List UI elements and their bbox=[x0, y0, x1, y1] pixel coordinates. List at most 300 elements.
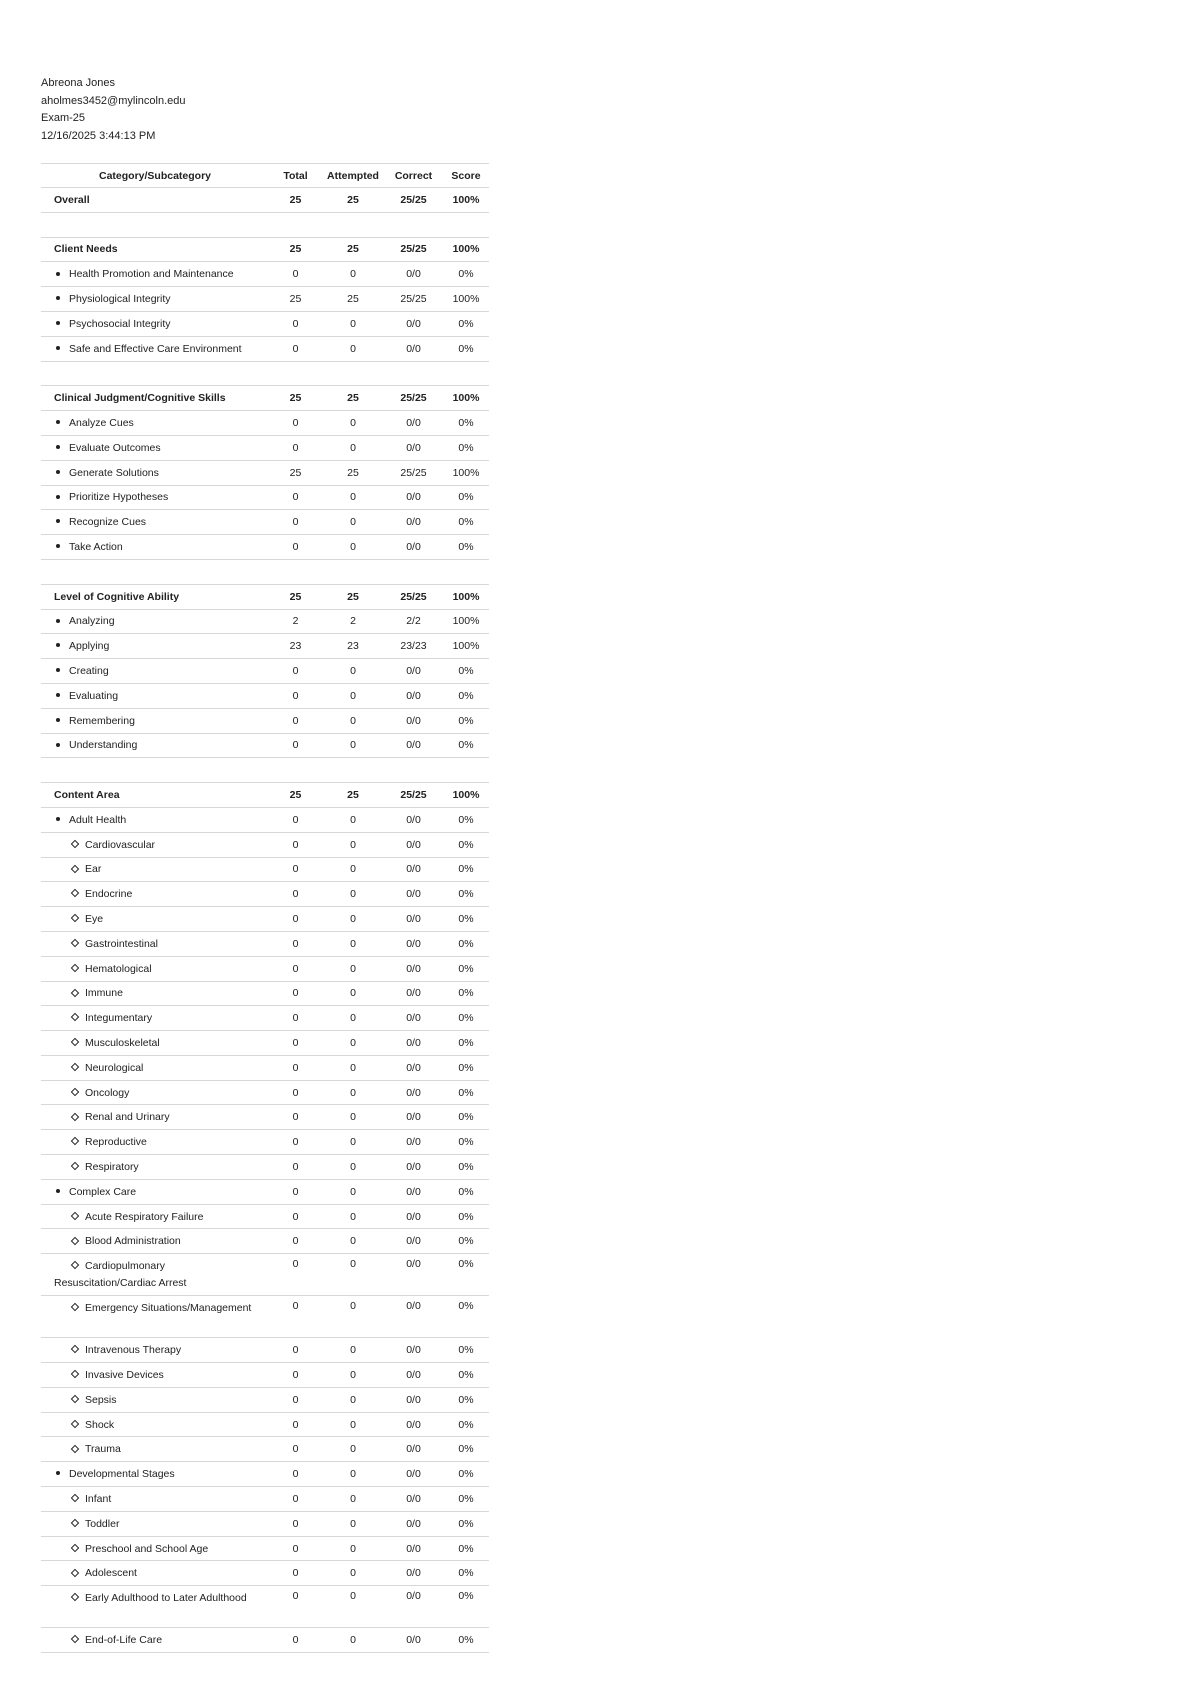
correct-cell: 0/0 bbox=[384, 659, 443, 684]
score-cell: 0% bbox=[443, 807, 489, 832]
table-row bbox=[41, 1387, 489, 1412]
category-cell bbox=[41, 1487, 269, 1512]
correct-cell: 0/0 bbox=[384, 1487, 443, 1512]
correct-cell: 0/0 bbox=[384, 485, 443, 510]
diamond-bullet-icon bbox=[72, 1634, 85, 1646]
attempted-cell: 25 bbox=[322, 783, 384, 808]
category-cell bbox=[41, 634, 269, 659]
correct-cell: 0/0 bbox=[384, 683, 443, 708]
category-cell bbox=[41, 510, 269, 535]
category-label: Level of Cognitive Ability bbox=[54, 590, 180, 603]
total-cell: 0 bbox=[269, 807, 322, 832]
category-cell bbox=[41, 188, 269, 213]
attempted-cell: 0 bbox=[322, 1006, 384, 1031]
score-cell: 0% bbox=[443, 733, 489, 758]
category-label: Prioritize Hypotheses bbox=[69, 491, 169, 504]
bullet-icon bbox=[56, 467, 69, 479]
category-cell bbox=[41, 485, 269, 510]
category-label: Neurological bbox=[85, 1061, 144, 1074]
category-label: Immune bbox=[85, 987, 123, 1000]
attempted-cell: 25 bbox=[322, 287, 384, 312]
section-spacer bbox=[41, 559, 489, 584]
table-row bbox=[41, 311, 489, 336]
category-label: Evaluate Outcomes bbox=[69, 441, 161, 454]
category-label: Integumentary bbox=[85, 1012, 153, 1025]
attempted-cell: 0 bbox=[322, 1363, 384, 1388]
bullet-icon bbox=[56, 343, 69, 355]
correct-cell: 0/0 bbox=[384, 708, 443, 733]
score-cell: 0% bbox=[443, 931, 489, 956]
table-row bbox=[41, 907, 489, 932]
score-cell: 0% bbox=[443, 1511, 489, 1536]
total-cell: 0 bbox=[269, 262, 322, 287]
column-header-total: Total bbox=[269, 164, 322, 188]
exam-name: Exam-25 bbox=[41, 112, 86, 124]
category-cell bbox=[41, 262, 269, 287]
bullet-icon bbox=[56, 665, 69, 677]
table-body bbox=[41, 188, 489, 1653]
bullet-icon bbox=[56, 318, 69, 330]
total-cell: 0 bbox=[269, 1363, 322, 1388]
table-row bbox=[41, 981, 489, 1006]
category-label: Adolescent bbox=[85, 1567, 137, 1580]
table-row bbox=[41, 857, 489, 882]
correct-cell: 0/0 bbox=[384, 832, 443, 857]
category-cell bbox=[41, 683, 269, 708]
score-cell: 0% bbox=[443, 683, 489, 708]
attempted-cell: 0 bbox=[322, 956, 384, 981]
table-row bbox=[41, 1536, 489, 1561]
score-cell: 0% bbox=[443, 1586, 489, 1628]
spacer-cell bbox=[41, 212, 489, 237]
score-cell: 0% bbox=[443, 1437, 489, 1462]
category-cell bbox=[41, 981, 269, 1006]
total-cell: 0 bbox=[269, 1487, 322, 1512]
bullet-icon bbox=[56, 293, 69, 305]
score-cell: 0% bbox=[443, 510, 489, 535]
category-label: Cardiopulmonary Resuscitation/Cardiac Arrest bbox=[54, 1260, 187, 1290]
table-row bbox=[41, 956, 489, 981]
correct-cell: 0/0 bbox=[384, 1055, 443, 1080]
table-row bbox=[41, 832, 489, 857]
score-cell: 0% bbox=[443, 659, 489, 684]
attempted-cell: 0 bbox=[322, 1080, 384, 1105]
correct-cell: 0/0 bbox=[384, 931, 443, 956]
column-header-correct: Correct bbox=[384, 164, 443, 188]
table-row bbox=[41, 535, 489, 560]
correct-cell: 0/0 bbox=[384, 1155, 443, 1180]
diamond-bullet-icon bbox=[72, 1369, 85, 1381]
category-label: Trauma bbox=[85, 1443, 121, 1456]
bullet-icon bbox=[56, 615, 69, 627]
student-email: aholmes3452@mylincoln.edu bbox=[41, 94, 186, 107]
category-summary-row bbox=[41, 783, 489, 808]
score-cell: 0% bbox=[443, 1412, 489, 1437]
total-cell: 0 bbox=[269, 1387, 322, 1412]
category-cell bbox=[41, 311, 269, 336]
score-cell: 0% bbox=[443, 1338, 489, 1363]
total-cell: 0 bbox=[269, 1179, 322, 1204]
table-row bbox=[41, 1031, 489, 1056]
attempted-cell: 0 bbox=[322, 1055, 384, 1080]
category-cell bbox=[41, 435, 269, 460]
total-cell: 0 bbox=[269, 659, 322, 684]
bullet-icon bbox=[56, 268, 69, 280]
category-label: Cardiovascular bbox=[85, 838, 156, 851]
correct-cell: 0/0 bbox=[384, 1006, 443, 1031]
category-label: Applying bbox=[69, 640, 110, 653]
category-cell bbox=[41, 1080, 269, 1105]
diamond-bullet-icon bbox=[72, 1300, 85, 1317]
score-cell: 100% bbox=[443, 609, 489, 634]
table-row bbox=[41, 1229, 489, 1254]
category-label: Health Promotion and Maintenance bbox=[69, 268, 234, 281]
table-row bbox=[41, 1412, 489, 1437]
score-cell: 0% bbox=[443, 1204, 489, 1229]
category-label: Developmental Stages bbox=[69, 1468, 175, 1481]
table-header-row bbox=[41, 164, 489, 188]
score-cell: 0% bbox=[443, 832, 489, 857]
category-cell bbox=[41, 1511, 269, 1536]
diamond-bullet-icon bbox=[72, 1111, 85, 1123]
total-cell: 0 bbox=[269, 1229, 322, 1254]
bullet-icon bbox=[56, 690, 69, 702]
attempted-cell: 0 bbox=[322, 708, 384, 733]
correct-cell: 25/25 bbox=[384, 460, 443, 485]
correct-cell: 23/23 bbox=[384, 634, 443, 659]
diamond-bullet-icon bbox=[72, 1493, 85, 1505]
score-cell: 0% bbox=[443, 1229, 489, 1254]
correct-cell: 0/0 bbox=[384, 1130, 443, 1155]
total-cell: 0 bbox=[269, 931, 322, 956]
diamond-bullet-icon bbox=[72, 1087, 85, 1099]
category-label: Understanding bbox=[69, 739, 138, 752]
table-row bbox=[41, 510, 489, 535]
spacer-cell bbox=[41, 758, 489, 783]
correct-cell: 0/0 bbox=[384, 956, 443, 981]
diamond-bullet-icon bbox=[72, 1344, 85, 1356]
category-cell bbox=[41, 1155, 269, 1180]
correct-cell: 25/25 bbox=[384, 188, 443, 213]
correct-cell: 0/0 bbox=[384, 1229, 443, 1254]
attempted-cell: 0 bbox=[322, 907, 384, 932]
score-cell: 0% bbox=[443, 882, 489, 907]
table-row bbox=[41, 1155, 489, 1180]
category-cell bbox=[41, 1179, 269, 1204]
diamond-bullet-icon bbox=[72, 1518, 85, 1530]
correct-cell: 0/0 bbox=[384, 882, 443, 907]
correct-cell: 0/0 bbox=[384, 262, 443, 287]
diamond-bullet-icon bbox=[72, 1136, 85, 1148]
attempted-cell: 0 bbox=[322, 683, 384, 708]
score-cell: 100% bbox=[443, 237, 489, 262]
category-label: Musculoskeletal bbox=[85, 1036, 160, 1049]
total-cell: 0 bbox=[269, 1338, 322, 1363]
diamond-bullet-icon bbox=[72, 1394, 85, 1406]
category-cell bbox=[41, 1363, 269, 1388]
category-label: Generate Solutions bbox=[69, 466, 159, 479]
spacer-cell bbox=[41, 361, 489, 386]
diamond-bullet-icon bbox=[72, 1012, 85, 1024]
diamond-bullet-icon bbox=[72, 1062, 85, 1074]
bullet-icon bbox=[56, 442, 69, 454]
total-cell: 0 bbox=[269, 1006, 322, 1031]
correct-cell: 0/0 bbox=[384, 1338, 443, 1363]
attempted-cell: 0 bbox=[322, 1586, 384, 1628]
category-cell bbox=[41, 1586, 269, 1628]
category-label: Eye bbox=[85, 913, 104, 925]
category-label: Oncology bbox=[85, 1086, 130, 1099]
score-cell: 100% bbox=[443, 188, 489, 213]
category-cell bbox=[41, 1536, 269, 1561]
category-cell bbox=[41, 1130, 269, 1155]
attempted-cell: 0 bbox=[322, 1254, 384, 1296]
diamond-bullet-icon bbox=[72, 1567, 85, 1579]
attempted-cell: 0 bbox=[322, 535, 384, 560]
total-cell: 0 bbox=[269, 1055, 322, 1080]
category-cell bbox=[41, 907, 269, 932]
category-cell bbox=[41, 882, 269, 907]
column-header-category: Category/Subcategory bbox=[41, 164, 269, 188]
category-label: Acute Respiratory Failure bbox=[85, 1210, 204, 1223]
category-cell bbox=[41, 1462, 269, 1487]
total-cell: 0 bbox=[269, 435, 322, 460]
category-label: Adult Health bbox=[69, 813, 127, 826]
bullet-icon bbox=[56, 491, 69, 503]
diamond-bullet-icon bbox=[72, 987, 85, 999]
score-cell: 100% bbox=[443, 460, 489, 485]
total-cell: 0 bbox=[269, 1254, 322, 1296]
score-cell: 0% bbox=[443, 1055, 489, 1080]
attempted-cell: 0 bbox=[322, 262, 384, 287]
score-cell: 0% bbox=[443, 1254, 489, 1296]
correct-cell: 0/0 bbox=[384, 1561, 443, 1586]
attempted-cell: 0 bbox=[322, 510, 384, 535]
total-cell: 0 bbox=[269, 981, 322, 1006]
table-row bbox=[41, 1204, 489, 1229]
table-row bbox=[41, 882, 489, 907]
bullet-icon bbox=[56, 516, 69, 528]
correct-cell: 0/0 bbox=[384, 336, 443, 361]
correct-cell: 0/0 bbox=[384, 510, 443, 535]
correct-cell: 25/25 bbox=[384, 386, 443, 411]
attempted-cell: 0 bbox=[322, 411, 384, 436]
table-row bbox=[41, 411, 489, 436]
category-cell bbox=[41, 237, 269, 262]
table-row bbox=[41, 1628, 489, 1653]
table-row bbox=[41, 1055, 489, 1080]
total-cell: 0 bbox=[269, 832, 322, 857]
correct-cell: 0/0 bbox=[384, 733, 443, 758]
correct-cell: 0/0 bbox=[384, 535, 443, 560]
diamond-bullet-icon bbox=[72, 839, 85, 851]
correct-cell: 0/0 bbox=[384, 1536, 443, 1561]
diamond-bullet-icon bbox=[72, 863, 85, 875]
category-cell bbox=[41, 386, 269, 411]
score-cell: 0% bbox=[443, 981, 489, 1006]
total-cell: 2 bbox=[269, 609, 322, 634]
bullet-icon bbox=[56, 640, 69, 652]
attempted-cell: 2 bbox=[322, 609, 384, 634]
total-cell: 0 bbox=[269, 907, 322, 932]
score-cell: 100% bbox=[443, 634, 489, 659]
category-label: Take Action bbox=[69, 541, 123, 554]
total-cell: 0 bbox=[269, 411, 322, 436]
total-cell: 0 bbox=[269, 708, 322, 733]
category-label: Complex Care bbox=[69, 1185, 137, 1198]
total-cell: 0 bbox=[269, 311, 322, 336]
total-cell: 0 bbox=[269, 882, 322, 907]
correct-cell: 0/0 bbox=[384, 857, 443, 882]
score-cell: 0% bbox=[443, 1462, 489, 1487]
total-cell: 0 bbox=[269, 1130, 322, 1155]
section-spacer bbox=[41, 212, 489, 237]
diamond-bullet-icon bbox=[72, 913, 85, 925]
category-cell bbox=[41, 584, 269, 609]
score-cell: 0% bbox=[443, 956, 489, 981]
attempted-cell: 0 bbox=[322, 1204, 384, 1229]
score-cell: 0% bbox=[443, 1487, 489, 1512]
category-cell bbox=[41, 1254, 269, 1296]
category-summary-row bbox=[41, 188, 489, 213]
report-timestamp: 12/16/2025 3:44:13 PM bbox=[41, 129, 156, 142]
bullet-icon bbox=[56, 1186, 69, 1198]
score-cell: 0% bbox=[443, 1561, 489, 1586]
category-label: Early Adulthood to Later Adulthood bbox=[85, 1592, 247, 1605]
table-row bbox=[41, 435, 489, 460]
score-cell: 0% bbox=[443, 485, 489, 510]
category-label: Evaluating bbox=[69, 689, 119, 702]
correct-cell: 0/0 bbox=[384, 1254, 443, 1296]
table-row bbox=[41, 262, 489, 287]
correct-cell: 0/0 bbox=[384, 1296, 443, 1338]
category-cell bbox=[41, 1006, 269, 1031]
score-cell: 0% bbox=[443, 1363, 489, 1388]
attempted-cell: 0 bbox=[322, 311, 384, 336]
attempted-cell: 0 bbox=[322, 1437, 384, 1462]
attempted-cell: 0 bbox=[322, 1387, 384, 1412]
category-label: Client Needs bbox=[54, 243, 118, 256]
bullet-icon bbox=[56, 417, 69, 429]
table-row bbox=[41, 931, 489, 956]
attempted-cell: 0 bbox=[322, 485, 384, 510]
category-label: Analyzing bbox=[69, 615, 115, 628]
diamond-bullet-icon bbox=[72, 1419, 85, 1431]
bullet-icon bbox=[56, 541, 69, 553]
category-cell bbox=[41, 1412, 269, 1437]
category-label: Intravenous Therapy bbox=[85, 1344, 182, 1357]
total-cell: 23 bbox=[269, 634, 322, 659]
table-row bbox=[41, 733, 489, 758]
total-cell: 0 bbox=[269, 1105, 322, 1130]
correct-cell: 0/0 bbox=[384, 1511, 443, 1536]
category-label: Remembering bbox=[69, 714, 135, 727]
category-cell bbox=[41, 1561, 269, 1586]
section-spacer bbox=[41, 758, 489, 783]
table-row bbox=[41, 287, 489, 312]
attempted-cell: 0 bbox=[322, 1536, 384, 1561]
attempted-cell: 0 bbox=[322, 1511, 384, 1536]
correct-cell: 2/2 bbox=[384, 609, 443, 634]
table-row bbox=[41, 460, 489, 485]
category-label: Renal and Urinary bbox=[85, 1111, 170, 1124]
correct-cell: 0/0 bbox=[384, 1628, 443, 1653]
total-cell: 25 bbox=[269, 460, 322, 485]
score-cell: 0% bbox=[443, 1105, 489, 1130]
correct-cell: 0/0 bbox=[384, 1363, 443, 1388]
category-label: Overall bbox=[54, 193, 90, 206]
correct-cell: 25/25 bbox=[384, 237, 443, 262]
table-row bbox=[41, 1105, 489, 1130]
diamond-bullet-icon bbox=[72, 1037, 85, 1049]
category-cell bbox=[41, 1204, 269, 1229]
table-row bbox=[41, 1296, 489, 1338]
correct-cell: 0/0 bbox=[384, 1462, 443, 1487]
score-cell: 0% bbox=[443, 708, 489, 733]
category-cell bbox=[41, 857, 269, 882]
table-row bbox=[41, 485, 489, 510]
attempted-cell: 0 bbox=[322, 931, 384, 956]
attempted-cell: 25 bbox=[322, 237, 384, 262]
bullet-icon bbox=[56, 814, 69, 826]
diamond-bullet-icon bbox=[72, 1161, 85, 1173]
category-cell bbox=[41, 1031, 269, 1056]
score-table bbox=[41, 163, 489, 1653]
table-row bbox=[41, 1179, 489, 1204]
spacer-cell bbox=[41, 559, 489, 584]
attempted-cell: 0 bbox=[322, 435, 384, 460]
table-row bbox=[41, 1511, 489, 1536]
total-cell: 0 bbox=[269, 733, 322, 758]
score-cell: 0% bbox=[443, 1080, 489, 1105]
total-cell: 0 bbox=[269, 1204, 322, 1229]
table-row bbox=[41, 1338, 489, 1363]
total-cell: 0 bbox=[269, 1296, 322, 1338]
attempted-cell: 0 bbox=[322, 1561, 384, 1586]
attempted-cell: 0 bbox=[322, 1487, 384, 1512]
category-label: Invasive Devices bbox=[85, 1368, 164, 1381]
attempted-cell: 0 bbox=[322, 733, 384, 758]
correct-cell: 25/25 bbox=[384, 287, 443, 312]
score-cell: 0% bbox=[443, 336, 489, 361]
correct-cell: 0/0 bbox=[384, 907, 443, 932]
score-cell: 100% bbox=[443, 287, 489, 312]
total-cell: 0 bbox=[269, 1155, 322, 1180]
category-cell bbox=[41, 956, 269, 981]
total-cell: 0 bbox=[269, 485, 322, 510]
score-cell: 0% bbox=[443, 857, 489, 882]
category-label: End-of-Life Care bbox=[85, 1634, 163, 1647]
category-cell bbox=[41, 411, 269, 436]
score-cell: 0% bbox=[443, 1536, 489, 1561]
diamond-bullet-icon bbox=[72, 888, 85, 900]
category-label: Respiratory bbox=[85, 1160, 139, 1173]
diamond-bullet-icon bbox=[72, 1235, 85, 1247]
category-label: Gastrointestinal bbox=[85, 937, 158, 950]
attempted-cell: 0 bbox=[322, 1462, 384, 1487]
table-row bbox=[41, 659, 489, 684]
table-row bbox=[41, 1363, 489, 1388]
correct-cell: 0/0 bbox=[384, 1437, 443, 1462]
total-cell: 25 bbox=[269, 584, 322, 609]
attempted-cell: 25 bbox=[322, 386, 384, 411]
correct-cell: 0/0 bbox=[384, 1105, 443, 1130]
column-header-attempted: Attempted bbox=[322, 164, 384, 188]
table-row bbox=[41, 1561, 489, 1586]
attempted-cell: 0 bbox=[322, 882, 384, 907]
category-label: Safe and Effective Care Environment bbox=[69, 342, 242, 355]
category-label: Recognize Cues bbox=[69, 516, 147, 529]
